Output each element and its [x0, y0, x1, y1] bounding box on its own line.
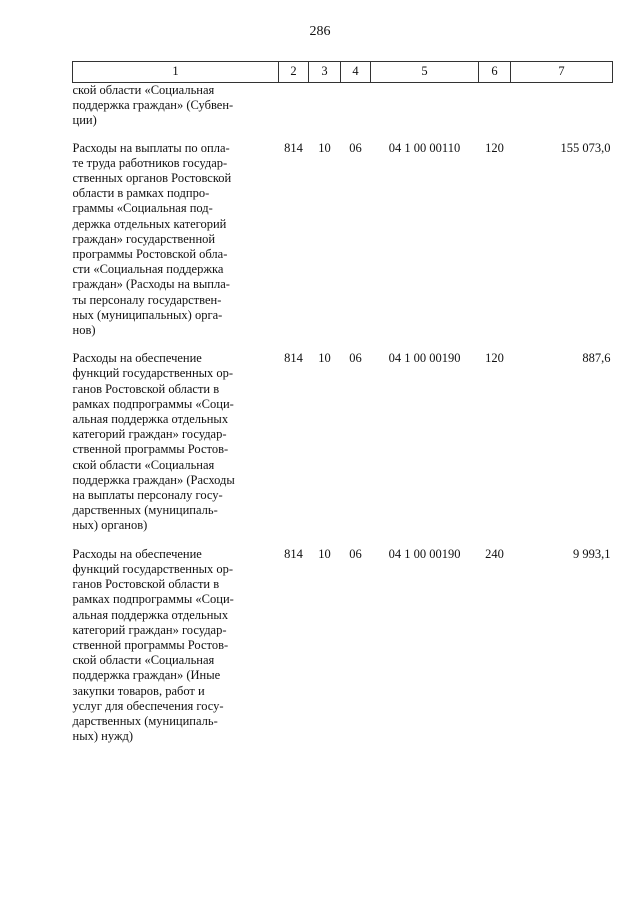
header-col-7: 7: [511, 62, 613, 83]
cell-target-article: 04 1 00 00110: [388, 140, 461, 155]
description-line: граммы «Социальная под-: [72, 201, 213, 216]
description-line: ции): [72, 113, 97, 128]
description-line: функций государственных ор-: [72, 366, 234, 381]
table-row: [73, 351, 613, 546]
header-col-5: 5: [371, 62, 479, 83]
description-line: поддержка граждан» (Расходы: [72, 472, 235, 487]
cell-section: [309, 83, 341, 141]
cell-section: 10: [318, 546, 331, 561]
cell-target-article: [371, 83, 479, 141]
description-line: альная поддержка отдельных: [72, 607, 229, 622]
description-line: Расходы на обеспечение: [72, 351, 202, 366]
description-line: Расходы на выплаты по опла-: [72, 140, 230, 155]
cell-ministry: 814: [284, 546, 303, 561]
cell-amount: 9 993,1: [573, 546, 611, 561]
description-line: те труда работников государ-: [72, 155, 228, 170]
cell-subsection: 06: [349, 140, 362, 155]
header-col-2: 2: [279, 62, 309, 83]
cell-expense-type: 120: [485, 140, 504, 155]
description-line: на выплаты персоналу госу-: [72, 488, 223, 503]
description-line: поддержка граждан» (Субвен-: [72, 98, 234, 113]
description-line: альная поддержка отдельных: [72, 412, 229, 427]
description-line: поддержка граждан» (Иные: [72, 668, 221, 683]
description-line: граждан» (Расходы на выпла-: [72, 277, 230, 292]
cell-expense-type: 240: [485, 546, 504, 561]
description-line: функций государственных ор-: [72, 561, 234, 576]
table-header-row: [73, 62, 613, 83]
row-description: [73, 141, 279, 352]
row-description: [73, 83, 279, 141]
cell-ministry: [279, 83, 309, 141]
cell-target-article: 04 1 00 00190: [388, 546, 461, 561]
description-line: ской области «Социальная: [72, 83, 215, 97]
cell-section: 10: [318, 351, 331, 366]
description-line: ственных органов Ростовской: [72, 171, 232, 186]
cell-amount: 887,6: [582, 351, 611, 366]
header-col-3: 3: [309, 62, 341, 83]
description-line: ственной программы Ростов-: [72, 637, 229, 652]
table-row: [73, 83, 613, 141]
cell-target-article: 04 1 00 00190: [388, 351, 461, 366]
description-line: граждан» государственной: [72, 231, 216, 246]
description-line: ственной программы Ростов-: [72, 442, 229, 457]
description-line: ных) органов): [72, 518, 148, 533]
description-line: области в рамках подпро-: [72, 186, 210, 201]
description-line: категорий граждан» государ-: [72, 427, 227, 442]
budget-table: [72, 61, 613, 757]
cell-amount: [511, 83, 613, 141]
table-row: [73, 141, 613, 352]
description-line: ганов Ростовской области в: [72, 381, 220, 396]
description-line: Расходы на обеспечение: [72, 546, 202, 561]
cell-subsection: 06: [349, 351, 362, 366]
description-line: рамках подпрограммы «Соци-: [72, 592, 234, 607]
description-line: ской области «Социальная: [72, 653, 215, 668]
row-description: [73, 351, 279, 546]
description-line: ской области «Социальная: [72, 457, 215, 472]
description-line: программы Ростовской обла-: [72, 247, 228, 262]
description-line: сти «Социальная поддержка: [72, 262, 224, 277]
description-line: закупки товаров, работ и: [72, 683, 205, 698]
header-col-1: 1: [73, 62, 279, 83]
cell-ministry: 814: [284, 351, 303, 366]
description-line: дарственных (муниципаль-: [72, 713, 218, 728]
description-line: категорий граждан» государ-: [72, 622, 227, 637]
cell-expense-type: 120: [485, 351, 504, 366]
description-line: держка отдельных категорий: [72, 216, 227, 231]
cell-subsection: 06: [349, 546, 362, 561]
cell-ministry: 814: [284, 140, 303, 155]
description-line: ганов Ростовской области в: [72, 577, 220, 592]
description-line: рамках подпрограммы «Соци-: [72, 396, 234, 411]
header-col-4: 4: [341, 62, 371, 83]
description-line: дарственных (муниципаль-: [72, 503, 218, 518]
row-description: [73, 547, 279, 758]
page-number: 286: [309, 24, 331, 39]
cell-section: 10: [318, 140, 331, 155]
cell-subsection: [341, 83, 371, 141]
description-line: ты персоналу государствен-: [72, 292, 222, 307]
description-line: ных) нужд): [72, 729, 134, 744]
description-line: нов): [72, 323, 96, 338]
cell-expense-type: [479, 83, 511, 141]
description-line: ных (муниципальных) орга-: [72, 307, 223, 322]
cell-amount: 155 073,0: [560, 140, 611, 155]
header-col-6: 6: [479, 62, 511, 83]
table-row: [73, 547, 613, 758]
description-line: услуг для обеспечения госу-: [72, 698, 224, 713]
